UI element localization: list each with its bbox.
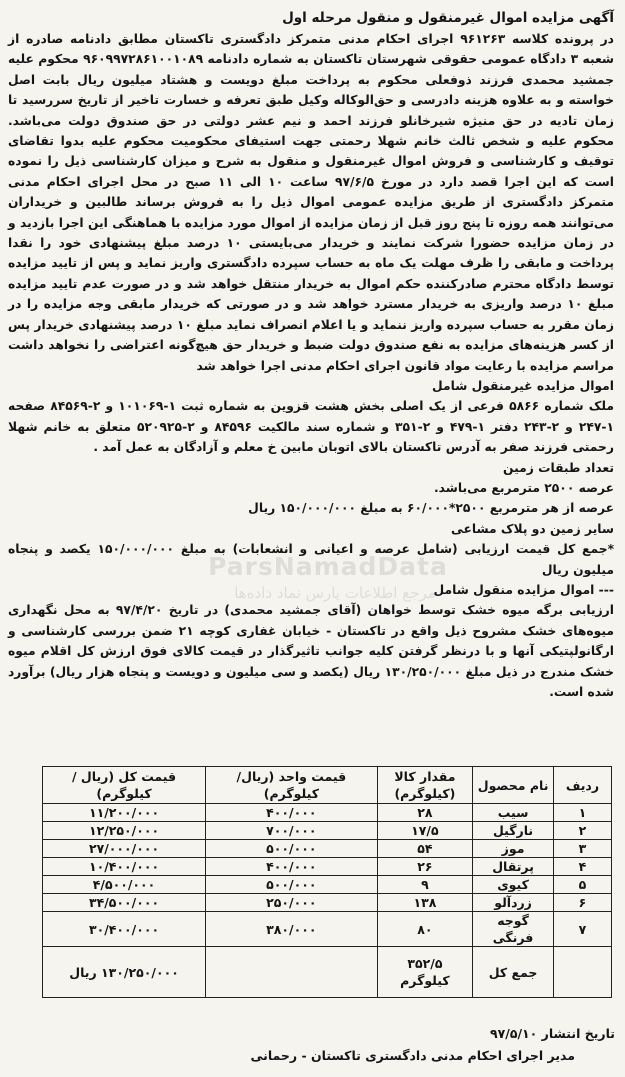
cell-quantity: ۱۳۸ — [377, 894, 473, 912]
cell-unit-price: ۷۰۰/۰۰۰ — [206, 822, 378, 840]
cell-unit-price: ۵۰۰/۰۰۰ — [206, 876, 378, 894]
immovable-description: ملک شماره ۵۸۶۶ فرعی از یک اصلی بخش هشت قزوین به شماره ثبت ۱-۱۰۱۰۶۹ و ۲-۸۴۵۶۹ صفحه ۱-۲۴۷ و ۲-۲۴۳ دفتر ۱-۴۷۹ و ۲-۳۵۱ و شماره سند مالکیت ۸۴۵۹۶ و ۲-۵۲۰۹۲۵ متعلق به خانم شهلا رحمتی فرزند صفر به آدرس تاکستان بالای اتوبان مابین خ معلم و آزادگان به عمل آمد . — [8, 399, 614, 455]
notice-intro: در پرونده کلاسه ۹۶۱۲۶۳ اجرای احکام مدنی متمرکز دادگستری تاکستان مطابق دادنامه صادره از شعبه ۳ دادگاه عمومی حقوقی شهرستان تاکستان به شماره دادنامه ۹۶۰۹۹۷۲۸۶۱۰۰۱۰۸۹ محکوم علیه جمشید محمدی فرزند ذوفعلی محکوم به پرداخت مبلغ دویست و هشتاد میلیون ریال بابت اصل خواسته و به علاوه هزینه دادرسی و حق‌الوکاله وکیل طبق تعرفه و خسارت تاخیر از تاریخ سررسید تا زمان تادیه در حق منیژه شیرخانلو فرزند احمد و نیم عشر دولتی در حق صندوق دولت می‌باشد. محکوم علیه و شخص ثالث خانم شهلا رحمتی جهت استیفای محکومیت محکوم علیه بدوا تقاضای توقیف و کارشناسی و فروش اموال غیرمنقول و منقول به شرح و میزان کارشناسی ذیل را نموده است که این اجرا قصد دارد در مورخ ۹۷/۶/۵ ساعت ۱۰ الی ۱۱ صبح در محل اجرای احکام مدنی متمرکز دادگستری از طریق مزایده عمومی اموال ذیل را به فروش برساند طالبین و خریداران می‌توانند همه روزه تا پنج روز قبل از زمان مزایده از اموال مورد مزایده با هماهنگی این اجرا بازدید و در زمان مزایده حضورا شرکت نمایند و خریدار می‌بایستی ۱۰ درصد مبلغ پیشنهادی خود را نقدا پرداخت و مابقی را ظرف مهلت یک ماه به حساب سپرده دادگستری واریز نماید و پس از تایید مزایده توسط دادگاه محترم صادرکننده حکم اموال به خریدار منتقل خواهد شد و در صورت عدم تایید مزایده مبلغ ۱۰ درصد واریزی به خریدار مسترد خواهد شد و در صورتی که خریدار مابقی وجه مزایده را در زمان مقرر به حساب سپرده واریز ننماید و یا اعلام انصراف نماید مبلغ ۱۰ درصد پیشنهادی خریدار پس از کسر هزینه‌های مزایده به نفع صندوق دولت ضبط و خریدار حق هیچ‌گونه اعتراضی را نخواهد داشت مراسم مزایده با رعایت مواد قانون اجرای احکام مدنی اجرا خواهد شد — [8, 32, 615, 373]
cell-total-price: ۲۷/۰۰۰/۰۰۰ — [43, 840, 206, 858]
cell-row-number: ۱ — [553, 804, 611, 822]
cell-unit-price: ۲۵۰/۰۰۰ — [206, 894, 378, 912]
header-total-price: قیمت کل (ریال / کیلوگرم) — [43, 767, 206, 804]
table-row — [43, 804, 612, 822]
cell-total-price: ۳۴/۵۰۰/۰۰۰ — [43, 894, 206, 912]
publication-date: تاریخ انتشار ۹۷/۵/۱۰ — [490, 1026, 615, 1041]
cell-total-unit-price-blank — [206, 947, 378, 998]
immovable-line-price-per-meter: عرصه از هر مترمربع ۲۵۰۰*۶۰/۰۰۰ به مبلغ ۱۵۰/۰۰۰/۰۰۰ ریال — [248, 501, 614, 516]
table-row — [43, 858, 612, 876]
notice-title: آگهی مزایده اموال غیرمنقول و منقول مرحله اول — [282, 10, 614, 26]
cell-row-number: ۶ — [553, 894, 611, 912]
table-row — [43, 822, 612, 840]
watermark-brand: ParsNamadData — [208, 552, 448, 581]
immovable-line-area: عرصه ۲۵۰۰ مترمربع می‌باشد. — [434, 480, 614, 495]
header-row-number: ردیف — [553, 767, 611, 804]
cell-product-name: پرتقال — [473, 858, 554, 876]
cell-total-price: ۱۱/۲۰۰/۰۰۰ — [43, 804, 206, 822]
movable-heading: --- اموال مزایده منقول شامل — [433, 582, 614, 597]
cell-quantity: ۲۸ — [377, 804, 473, 822]
table-row — [43, 912, 612, 947]
cell-product-name: موز — [473, 840, 554, 858]
cell-unit-price: ۴۰۰/۰۰۰ — [206, 858, 378, 876]
table-header-row — [43, 767, 612, 804]
cell-row-number: ۵ — [553, 876, 611, 894]
dried-fruit-table — [42, 766, 612, 998]
cell-quantity: ۵۴ — [377, 840, 473, 858]
watermark-tagline: مرجع اطلاعات پارس نماد داده‌ها — [234, 584, 436, 602]
signature-line: مدیر اجرای احکام مدنی دادگستری تاکستان - رحمانی — [250, 1048, 575, 1063]
cell-product-name: زردآلو — [473, 894, 554, 912]
cell-quantity: ۹ — [377, 876, 473, 894]
header-unit-price: قیمت واحد (ریال/کیلوگرم) — [206, 767, 378, 804]
cell-unit-price: ۴۰۰/۰۰۰ — [206, 804, 378, 822]
cell-quantity: ۲۶ — [377, 858, 473, 876]
cell-unit-price: ۵۰۰/۰۰۰ — [206, 840, 378, 858]
cell-product-name: سیب — [473, 804, 554, 822]
cell-total-blank — [553, 947, 611, 998]
cell-row-number: ۴ — [553, 858, 611, 876]
movable-description: ارزیابی برگه میوه خشک توسط خواهان (آقای جمشید محمدی) در تاریخ ۹۷/۴/۲۰ به محل نگهداری میوه‌های خشک مشروح ذیل واقع در تاکستان - خیابان غفاری کوچه ۲۱ ضمن بررسی کارشناسی و ارگانولپتیکی آنها و با درنظر گرفتن کلیه جوانب تاثیرگذار در قیمت کالای فوق ارزش کل اقلام میوه خشک مندرج در ذیل مبلغ ۱۳۰/۲۵۰/۰۰۰ ریال (یکصد و سی میلیون و دویست و پنجاه هزار ریال) برآورد شده است. — [8, 603, 615, 699]
cell-total-price: ۳۰/۴۰۰/۰۰۰ — [43, 912, 206, 947]
immovable-heading: اموال مزایده غیرمنقول شامل — [432, 378, 614, 393]
immovable-line-floors: تعداد طبقات زمین — [503, 460, 614, 475]
cell-product-name: گوجه فرنگی — [473, 912, 554, 947]
notice-page — [8, 8, 614, 702]
cell-quantity: ۸۰ — [377, 912, 473, 947]
cell-total-price: ۱۲/۲۵۰/۰۰۰ — [43, 822, 206, 840]
table-row — [43, 894, 612, 912]
cell-row-number: ۲ — [553, 822, 611, 840]
header-quantity: مقدار کالا (کیلوگرم) — [377, 767, 473, 804]
table-row — [43, 876, 612, 894]
table-row — [43, 840, 612, 858]
cell-total-label: جمع کل — [473, 947, 554, 998]
cell-row-number: ۷ — [553, 912, 611, 947]
header-product-name: نام محصول — [473, 767, 554, 804]
immovable-line-shared-plots: سایر زمین دو پلاک مشاعی — [451, 521, 614, 536]
cell-product-name: نارگیل — [473, 822, 554, 840]
cell-row-number: ۳ — [553, 840, 611, 858]
cell-product-name: کیوی — [473, 876, 554, 894]
cell-quantity: ۱۷/۵ — [377, 822, 473, 840]
cell-total-price: ۱۰/۴۰۰/۰۰۰ — [43, 858, 206, 876]
table-total-row — [43, 947, 612, 998]
cell-total-quantity: ۳۵۲/۵ کیلوگرم — [377, 947, 473, 998]
cell-grand-total: ۱۳۰/۲۵۰/۰۰۰ ریال — [43, 947, 206, 998]
cell-unit-price: ۳۸۰/۰۰۰ — [206, 912, 378, 947]
immovable-line-total-valuation: *جمع کل قیمت ارزیابی (شامل عرصه و اعیانی و انشعابات) به مبلغ ۱۵۰/۰۰۰/۰۰۰ یکصد و پنجاه میلیون ریال — [8, 542, 614, 577]
cell-total-price: ۴/۵۰۰/۰۰۰ — [43, 876, 206, 894]
